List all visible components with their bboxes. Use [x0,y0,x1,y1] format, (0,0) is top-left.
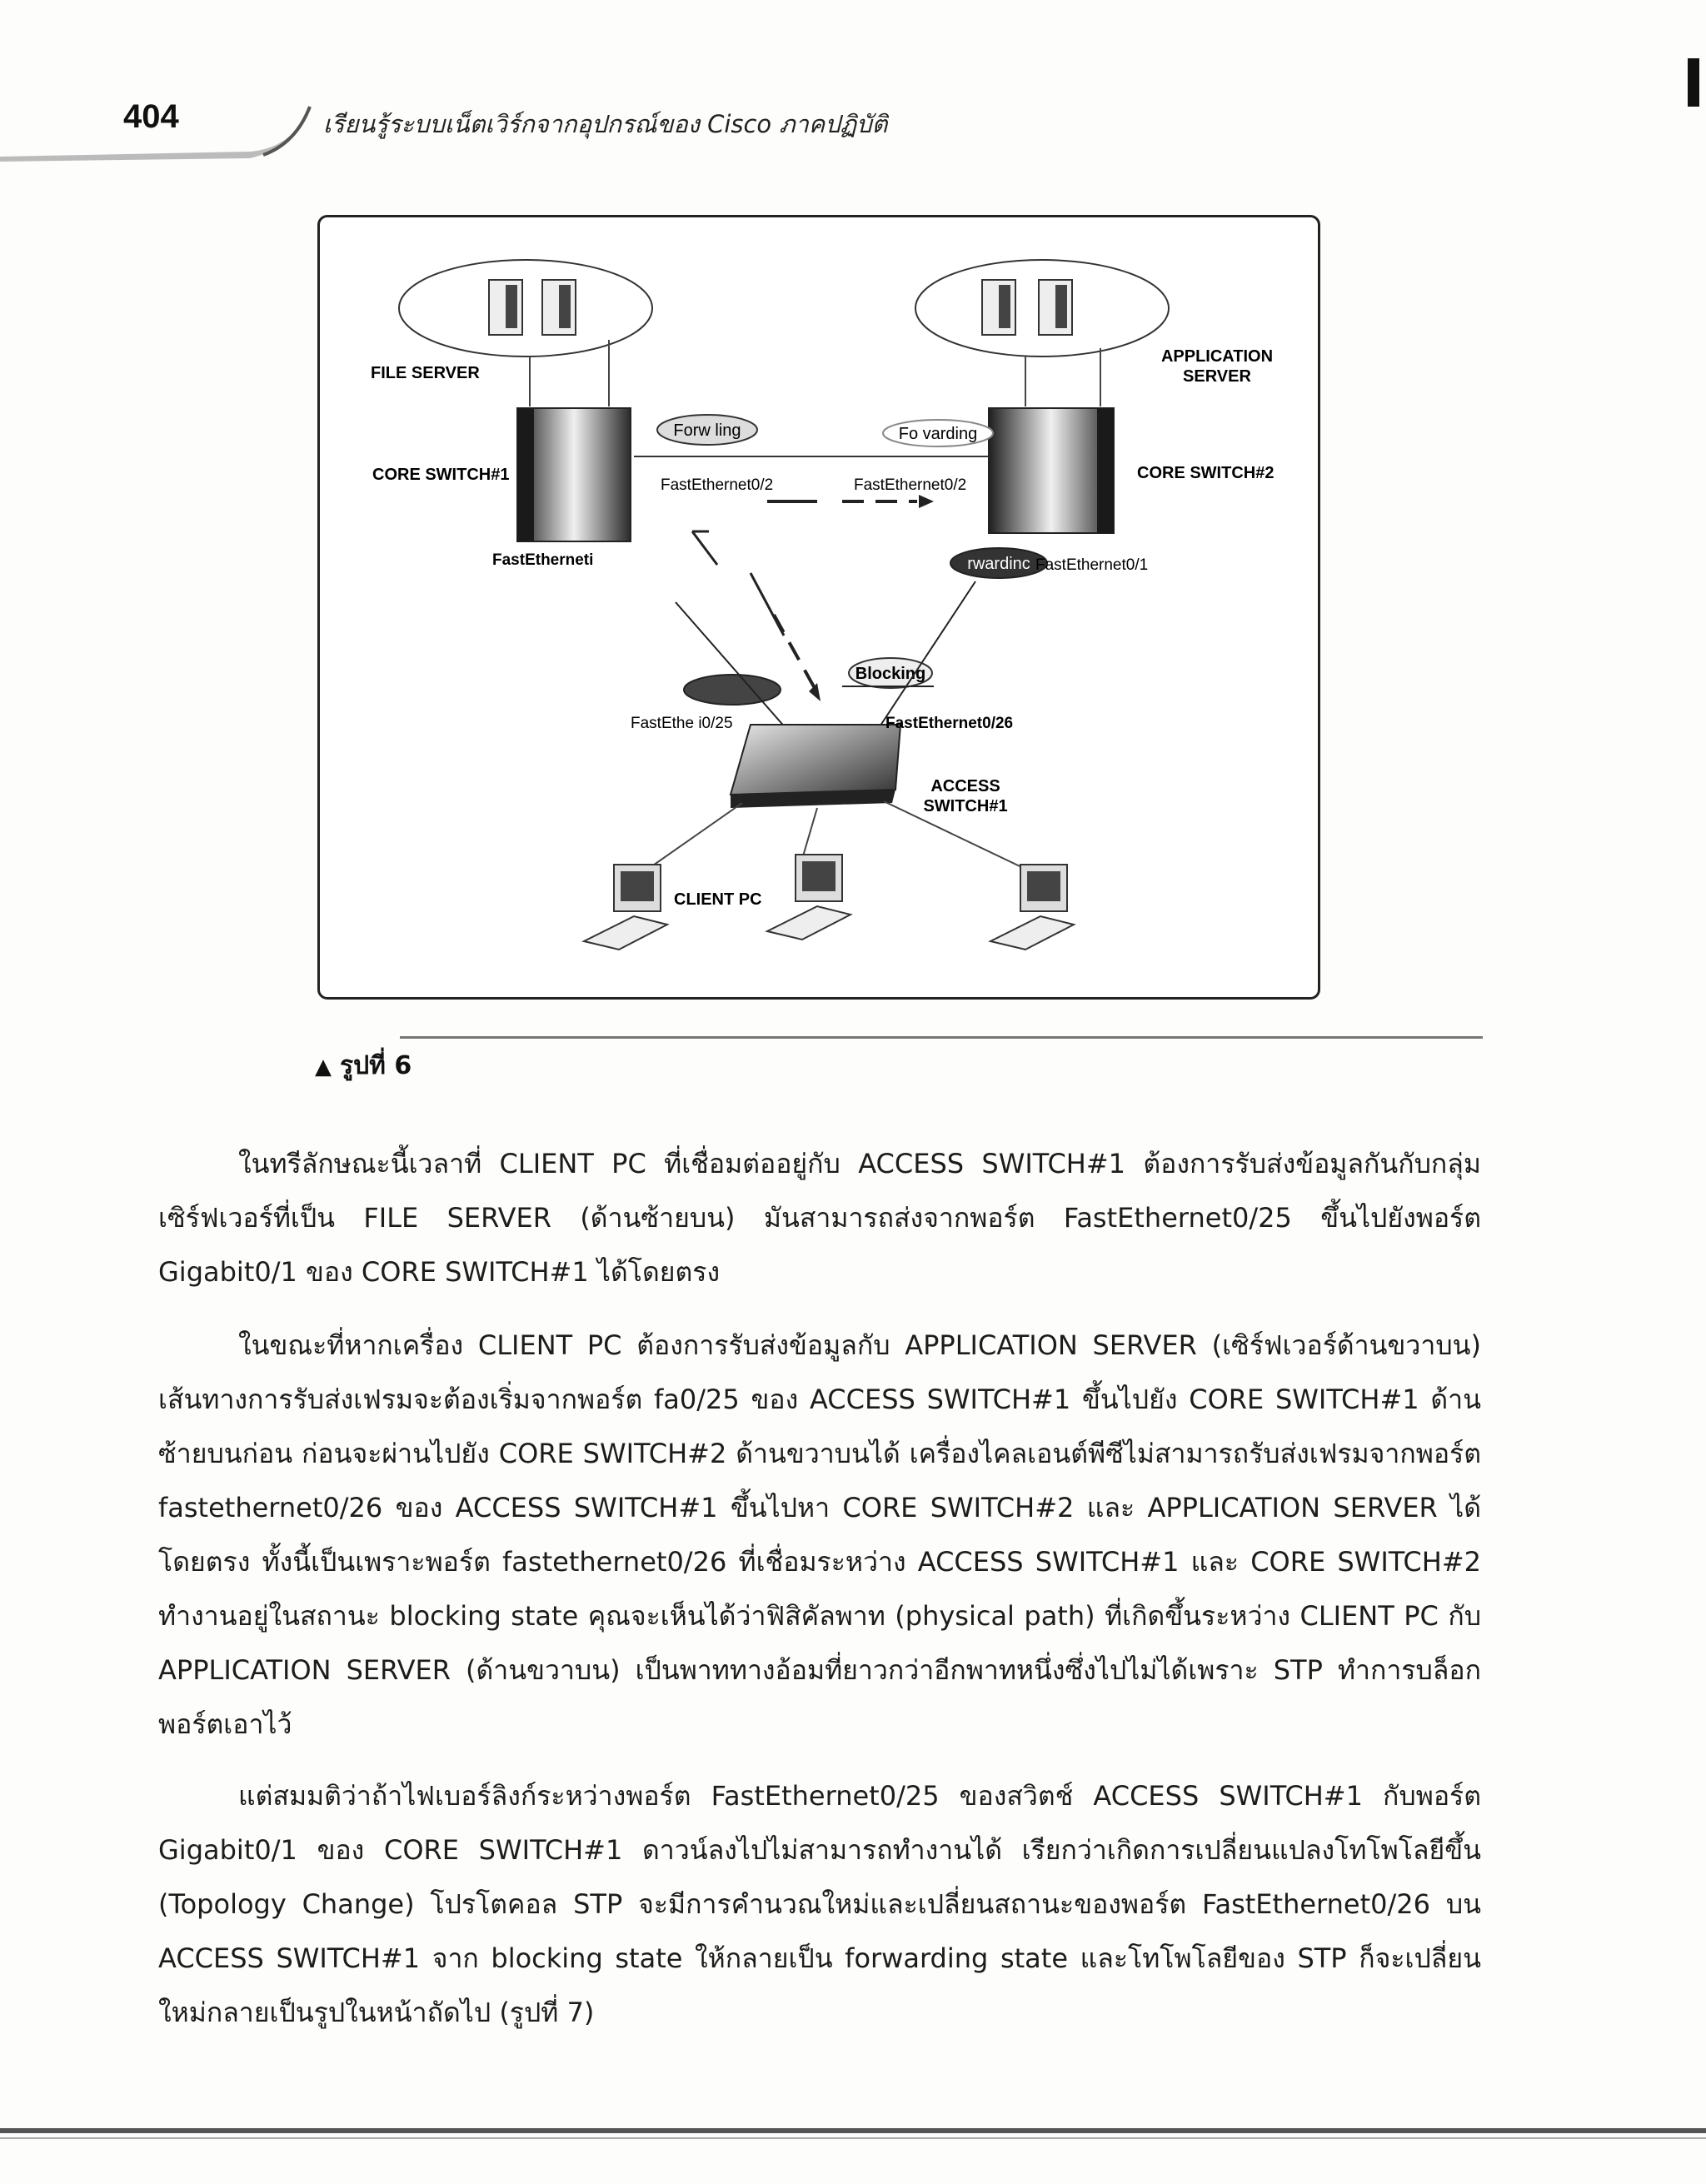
figure-caption [315,1046,412,1085]
cs2-fa01-state-text: rwardinc [967,555,1030,573]
footer-rule-thin [0,2137,1706,2139]
client-pc-3-icon [990,865,1074,950]
file-server-icon [489,280,576,335]
file-server-group-ellipse [399,260,652,357]
page-number: 404 [123,98,179,135]
core-switch-2-icon [989,408,1114,533]
client-pc-label: CLIENT PC [674,890,762,909]
cs2-state-text: Fo varding [898,425,978,443]
as-fa026-state-text: Blocking [855,665,926,683]
core-switch-1-label: CORE SWITCH#1 [372,466,510,484]
footer-rule [0,2128,1706,2133]
network-topology-diagram [317,215,1320,1000]
caption-triangle-icon: ▲ [315,1055,332,1080]
core-switch-1-icon [517,408,631,541]
file-server-label: FILE SERVER [371,364,480,382]
cs1-fa02-port-label: FastEthernet0/2 [661,476,774,494]
application-server-label-line1: APPLICATION [1160,347,1274,366]
paragraph-2: ในขณะที่หากเครื่อง CLIENT PC ต้องการรับส่งข้อมูลกับ APPLICATION SERVER (เซิร์ฟเวอร์ด้านขวาบน) เส้นทางการรับส่งเฟรมจะต้องเริ่มจากพอร์ต fa0/25 ของ ACCESS SWITCH#1 ขึ้นไปยัง CORE SWITCH#1 ด้านซ้ายบนก่อน ก่อนจะผ่านไปยัง CORE SWITCH#2 ด้านขวาบนได้ เครื่องไคลเอนต์พีซีไม่สามารถรับส่งเฟรมจากพอร์ต fastethernet0/26 ของ ACCESS SWITCH#1 ขึ้นไปหา CORE SWITCH#2 และ APPLICATION SERVER ได้โดยตรง ทั้งนี้เป็นเพราะพอร์ต fastethernet0/26 ที่เชื่อมระหว่าง ACCESS SWITCH#1 และ CORE SWITCH#2 ทำงานอยู่ในสถานะ blocking state คุณจะเห็นได้ว่าฟิสิคัลพาท (physical path) ที่เกิดขึ้นระหว่าง CLIENT PC กับ APPLICATION SERVER (ด้านขวาบน) เป็นพาททางอ้อมที่ยาวกว่าอีกพาทหนึ่งซึ่งไปไม่ได้เพราะ STP ทำการบล็อกพอร์ตเอาไว้ [158,1329,1482,1740]
access-switch-label-line2: SWITCH#1 [923,797,1008,815]
paragraph-3: แต่สมมติว่าถ้าไฟเบอร์ลิงก์ระหว่างพอร์ต FastEthernet0/25 ของสวิตช์ ACCESS SWITCH#1 กับพอร์ต Gigabit0/1 ของ CORE SWITCH#1 ดาวน์ลงไปไม่สามารถทำงานได้ เรียกว่าเกิดการเปลี่ยนแปลงโทโพโลยีขึ้น (Topology Change) โปรโตคอล STP จะมีการคำนวณใหม่และเปลี่ยนสถานะของพอร์ต FastEthernet0/26 บน ACCESS SWITCH#1 จาก blocking state ให้กลายเป็น forwarding state และโทโพโลยีของ STP ก็จะเปลี่ยนใหม่กลายเป็นรูปในหน้าถัดไป (รูปที่ 7) [158,1780,1481,2028]
access-switch-label-line1: ACCESS [930,777,1000,795]
cs2-fa01-state-badge [950,548,1047,578]
cs2-state-badge [883,420,993,446]
core-switch-2-label: CORE SWITCH#2 [1137,464,1275,482]
paragraph-1: ในทรีลักษณะนี้เวลาที่ CLIENT PC ที่เชื่อมต่ออยู่กับ ACCESS SWITCH#1 ต้องการรับส่งข้อมูลกันกับกลุ่มเซิร์ฟเวอร์ที่เป็น FILE SERVER (ด้านซ้ายบน) มันสามารถส่งจากพอร์ต FastEthernet0/25 ขึ้นไปยังพอร์ต Gigabit0/1 ของ CORE SWITCH#1 ได้โดยตรง [158,1148,1481,1288]
application-server-icon [982,280,1072,335]
application-server-label-line2: SERVER [1183,367,1251,386]
cs2-fa02-port-label: FastEthernet0/2 [854,476,967,494]
as-fa025-port-label: FastEthe i0/25 [631,715,733,732]
as-fa025-state-badge [684,675,781,705]
cs2-fa01-port-label: FastEthernet0/1 [1035,556,1149,574]
as-fa026-port-label: FastEthernet0/26 [885,715,1014,732]
client-pc-2-icon [767,855,851,940]
margin-mark [1688,58,1699,107]
access-switch-icon [731,725,900,808]
cs1-state-text: Forw ling [673,421,741,440]
running-head: เรียนรู้ระบบเน็ตเวิร์กจากอุปกรณ์ของ Cisco ภาคปฏิบัติ [323,110,888,138]
client-pc-1-icon [584,865,667,950]
cs1-bottom-port-label: FastEtherneti [492,551,594,569]
cs1-state-badge [657,415,757,445]
caption-text: รูปที่ 6 [340,1051,412,1080]
caption-rule [400,1036,1483,1039]
as-fa026-state-badge [849,658,932,688]
